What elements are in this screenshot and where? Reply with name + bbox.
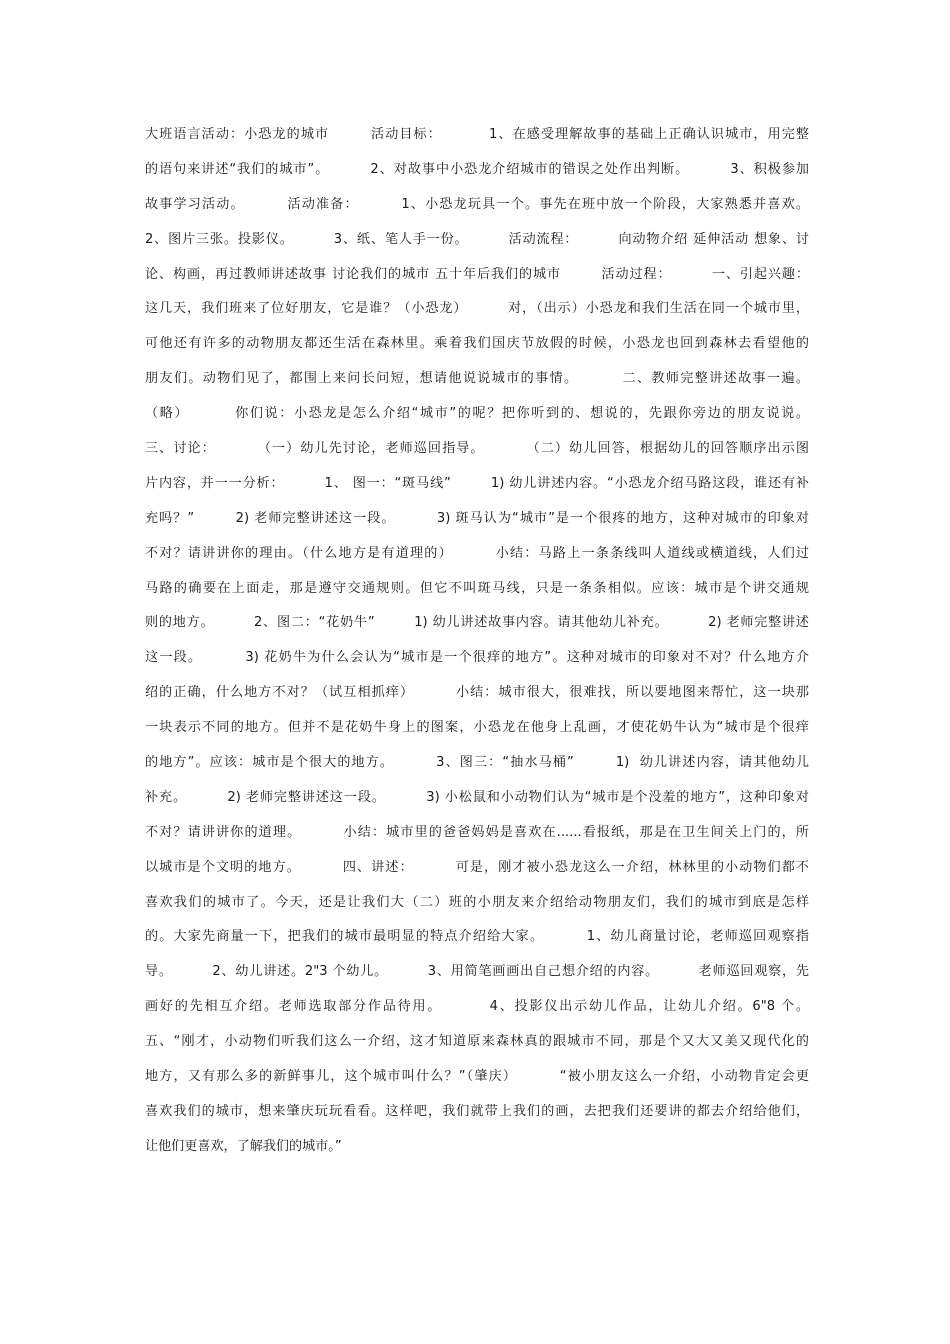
lesson-plan-text <box>145 118 809 1165</box>
text-line: 画好的先相互介绍。老师选取部分作品待用。 4、投影仪出示幼儿作品，让幼儿介绍。6"8 个。 <box>145 999 809 1015</box>
text-line: 让他们更喜欢，了解我们的城市。” <box>145 1138 342 1154</box>
text-line: 五、“刚才，小动物们听我们这么一介绍，这才知道原来森林真的跟城市不同，那是个又大又美又现代化的 <box>145 1034 809 1050</box>
text-line: 的地方”。应该：城市是个很大的地方。 3、图三：“抽水马桶” 1) 幼儿讲述内容，请其他幼儿 <box>145 755 809 771</box>
text-line: 喜欢我们的城市了。今天，还是让我们大（二）班的小朋友来介绍给动物朋友们，我们的城市到底是怎样 <box>145 894 809 910</box>
text-line: （略） 你们说：小恐龙是怎么介绍“城市”的呢？把你听到的、想说的，先跟你旁边的朋友说说。 <box>145 406 809 422</box>
text-line: 的。大家先商量一下，把我们的城市最明显的特点介绍给大家。 1、幼儿商量讨论，老师巡回观察指 <box>145 929 809 945</box>
text-line: 补充。 2) 老师完整讲述这一段。 3) 小松鼠和小动物们认为“城市是个没羞的地方”，这种印象对 <box>145 789 809 805</box>
text-line: 2、图片三张。投影仪。 3、纸、笔人手一份。 活动流程： 向动物介绍 延伸活动 想象、讨 <box>145 231 809 247</box>
text-line: 导。 2、幼儿讲述。2"3 个幼儿。 3、用简笔画画出自己想介绍的内容。 老师巡回观察，先 <box>145 964 809 980</box>
text-line: 这几天，我们班来了位好朋友，它是谁？（小恐龙） 对，（出示）小恐龙和我们生活在同一个城市里， <box>145 301 809 317</box>
text-line: 的语句来讲述“我们的城市”。 2、对故事中小恐龙介绍城市的错误之处作出判断。 3、积极参加 <box>145 161 809 177</box>
text-line: 不对？请讲讲你的道理。 小结：城市里的爸爸妈妈是喜欢在......看报纸，那是在卫生间关上门的，所 <box>145 824 809 840</box>
text-line: 充吗？” 2) 老师完整讲述这一段。 3) 斑马认为“城市”是一个很疼的地方，这种对城市的印象对 <box>145 510 809 526</box>
text-line: 大班语言活动：小恐龙的城市 活动目标： 1、在感受理解故事的基础上正确认识城市，用完整 <box>145 127 809 142</box>
text-line: 这一段。 3) 花奶牛为什么会认为“城市是一个很痒的地方”。这种对城市的印象对不对？什么地方介 <box>145 650 809 666</box>
text-line: 则的地方。 2、图二：“花奶牛” 1) 幼儿讲述故事内容。请其他幼儿补充。 2) 老师完整讲述 <box>145 615 809 631</box>
text-line: 一块表示不同的地方。但并不是花奶牛身上的图案，小恐龙在他身上乱画，才使花奶牛认为“城市是个很痒 <box>145 720 809 736</box>
text-line: 三、讨论： （一）幼儿先讨论，老师巡回指导。 （二）幼儿回答，根据幼儿的回答顺序出示图 <box>145 441 809 457</box>
text-line: 地方，又有那么多的新鲜事儿，这个城市叫什么？”（肇庆） “被小朋友这么一介绍，小动物肯定会更 <box>145 1069 809 1085</box>
text-line: 马路的确要在上面走，那是遵守交通规则。但它不叫斑马线，只是一条条相似。应该：城市是个讲交通规 <box>145 580 809 596</box>
text-line: 不对？请讲讲你的理由。（什么地方是有道理的） 小结：马路上一条条线叫人道线或横道线，人们过 <box>145 545 809 561</box>
text-line: 片内容，并一一分析： 1、 图一：“斑马线” 1) 幼儿讲述内容。“小恐龙介绍马路这段，谁还有补 <box>145 475 809 491</box>
text-line: 朋友们。动物们见了，都围上来问长问短，想请他说说城市的事情。 二、教师完整讲述故事一遍。 <box>145 371 809 387</box>
text-line: 可他还有许多的动物朋友都还生活在森林里。乘着我们国庆节放假的时候，小恐龙也回到森林去看望他的 <box>145 336 809 352</box>
text-line: 论、构画，再过教师讲述故事 讨论我们的城市 五十年后我们的城市 活动过程： 一、引起兴趣： <box>145 266 809 282</box>
text-line: 以城市是个文明的地方。 四、讲述： 可是，刚才被小恐龙这么一介绍，林林里的小动物们都不 <box>145 859 809 875</box>
text-line: 喜欢我们的城市，想来肇庆玩玩看看。这样吧，我们就带上我们的画，去把我们还要讲的都去介绍给他们， <box>145 1103 809 1119</box>
text-line: 故事学习活动。 活动准备： 1、小恐龙玩具一个。事先在班中放一个阶段，大家熟悉并喜欢。 <box>145 196 809 212</box>
text-line: 绍的正确，什么地方不对？（试互相抓痒） 小结：城市很大，很难找，所以要地图来帮忙，这一块那 <box>145 685 809 701</box>
